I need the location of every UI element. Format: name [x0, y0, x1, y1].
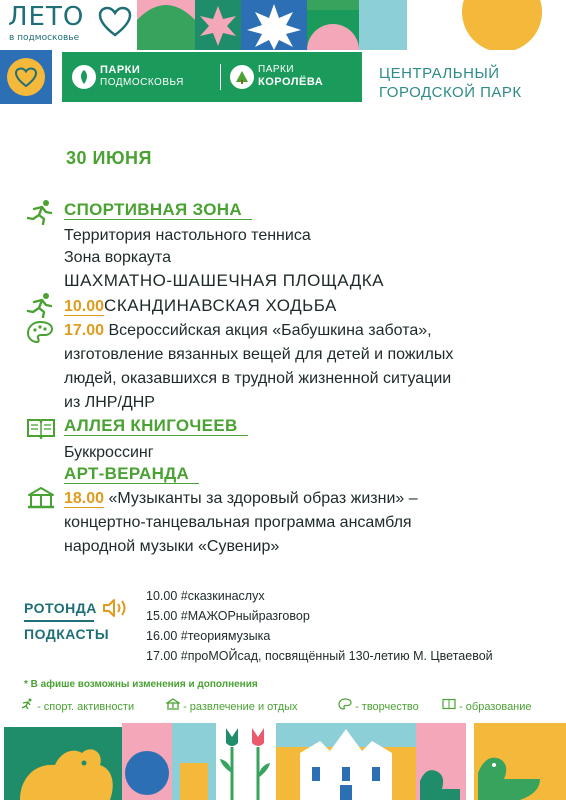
table-tennis-text: Территория настольного тенниса — [64, 227, 311, 244]
partner-divider — [220, 64, 221, 90]
action-line-1: Всероссийская акция «Бабушкина забота», — [108, 322, 432, 339]
music-line-3: народной музыки «Сувенир» — [64, 538, 280, 555]
book-icon — [26, 417, 56, 439]
book-icon — [442, 698, 456, 710]
podcast-item: 17.00 #проМОЙсад, посвящённый 130-летию М. Цветаевой — [146, 649, 493, 663]
heart-badge — [0, 50, 52, 104]
heart-icon — [0, 50, 52, 104]
summer-brand — [0, 0, 137, 50]
carousel-icon — [26, 486, 56, 512]
music-line-2: концертно-танцевальная программа ансамбля — [64, 514, 412, 531]
workout-text: Зона воркаута — [64, 249, 171, 266]
footer-decoration — [0, 723, 566, 800]
changes-note: * В афише возможны изменения и дополнения — [24, 679, 258, 690]
partner-korolev-bottom: КОРОЛЁВА — [258, 76, 324, 88]
rotonda-subtitle: ПОДКАСТЫ — [24, 626, 110, 642]
blue-tile — [241, 0, 307, 50]
header-strip — [0, 0, 566, 50]
speaker-icon — [101, 597, 129, 619]
podcast-item: 16.00 #теориямузыка — [146, 629, 271, 643]
legend-fun: - развлечение и отдых — [183, 701, 298, 713]
green-tile — [195, 0, 241, 50]
half-circle-shape — [307, 0, 359, 50]
sport-zone-heading: СПОРТИВНАЯ ЗОНА — [64, 200, 252, 220]
teal-tile — [307, 0, 359, 50]
leaf-icon — [72, 65, 96, 89]
music-time: 18.00 — [64, 490, 105, 507]
palette-icon — [26, 319, 54, 345]
action-line-2: изготовление вязанных вещей для детей и пожилых — [64, 346, 454, 363]
park-logo-icon — [230, 65, 254, 89]
brand-title: ЛЕТО — [8, 2, 85, 32]
legend-edu: - образование — [459, 701, 532, 713]
rotonda-title: РОТОНДА — [24, 600, 97, 616]
park-name — [379, 64, 522, 102]
legend-art: - творчество — [355, 701, 419, 713]
partner-korolev-top: ПАРКИ — [258, 64, 295, 75]
rotonda-block — [24, 597, 129, 642]
legend — [20, 698, 560, 712]
action-line-4: из ЛНР/ДНР — [64, 394, 155, 411]
podcast-list — [146, 586, 493, 666]
sun-shape — [407, 0, 566, 50]
partner-parks-mo[interactable] — [72, 64, 184, 89]
park-name-line2: ГОРОДСКОЙ ПАРК — [379, 84, 522, 101]
running-icon — [26, 292, 56, 318]
partner-mo-bottom: ПОДМОСКОВЬЯ — [100, 77, 184, 88]
action-row — [64, 320, 432, 342]
palette-icon — [338, 698, 352, 710]
burst-icon — [241, 0, 307, 50]
nordic-walk-row — [64, 295, 337, 318]
alley-heading: АЛЛЕЯ КНИГОЧЕЕВ — [64, 416, 248, 436]
legend-sport: - спорт. активности — [37, 701, 135, 713]
partner-parks-korolev[interactable] — [230, 64, 323, 89]
carousel-icon — [166, 698, 180, 710]
rotonda-underline — [24, 620, 94, 622]
light-blue-tile — [359, 0, 407, 50]
walk-time: 10.00 — [64, 298, 105, 315]
bookcrossing-text: Буккроссинг — [64, 444, 154, 461]
partners-banner — [62, 52, 362, 102]
pink-tile — [137, 0, 195, 50]
action-line-3: людей, оказавшихся в трудной жизненной ситуации — [64, 370, 452, 387]
event-date: 30 ИЮНЯ — [66, 148, 152, 168]
park-name-line1: ЦЕНТРАЛЬНЫЙ — [379, 65, 500, 82]
music-line-1: «Музыканты за здоровый образ жизни» – — [108, 490, 418, 507]
veranda-heading: АРТ-ВЕРАНДА — [64, 464, 199, 484]
podcast-item: 15.00 #МАЖОРныйразговор — [146, 609, 310, 623]
music-row — [64, 488, 418, 510]
running-icon — [20, 698, 34, 710]
walk-title: СКАНДИНАВСКАЯ ХОДЬБА — [104, 296, 337, 315]
partner-mo-top: ПАРКИ — [100, 64, 141, 76]
podcast-item: 10.00 #сказкинаслух — [146, 589, 265, 603]
running-icon — [26, 199, 56, 225]
brand-subtitle: в подмосковье — [9, 33, 80, 43]
sun-tile — [407, 0, 566, 50]
heart-outline-icon — [98, 6, 132, 38]
action-time: 17.00 — [64, 322, 105, 339]
star-icon — [195, 0, 241, 50]
hill-shape — [137, 0, 195, 50]
chess-heading: ШАХМАТНО-ШАШЕЧНАЯ ПЛОЩАДКА — [64, 271, 384, 290]
